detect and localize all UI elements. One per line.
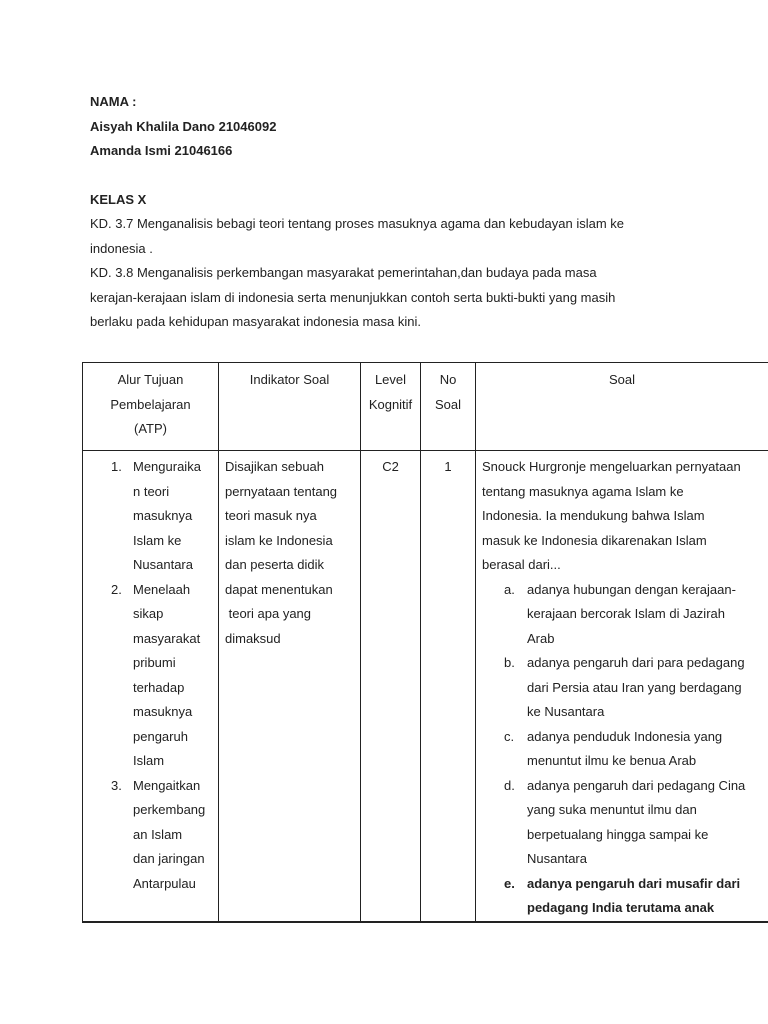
kd-line: kerajan-kerajaan islam di indonesia serta menunjukkan contoh serta bukti-bukti yang masih [90,289,616,305]
header-atp-line: (ATP) [134,421,167,436]
atp-line: perkembang [133,802,206,817]
stem-line: tentang masuknya agama Islam ke [482,483,684,499]
kd-line: indonesia . [90,240,153,256]
header-no [421,363,476,451]
list-number: 2. [111,581,122,597]
atp-line: Menelaah [133,581,191,597]
atp-line: n teori [133,483,170,499]
header-no-line: No [439,372,457,387]
option-letter: a. [504,581,515,597]
kelas-label: KELAS X [90,191,147,207]
indikator-line: islam ke Indonesia [225,532,333,548]
header-level [361,363,421,451]
option-line: menuntut ilmu ke benua Arab [527,753,697,768]
stem-line: Indonesia. Ia mendukung bahwa Islam [482,508,705,523]
level-cell [361,451,421,923]
kd-line: KD. 3.8 Menganalisis perkembangan masyarakat pemerintahan,dan budaya pada masa [90,265,597,280]
atp-line: masyarakat [133,630,201,646]
indikator-line: dan peserta didik [225,557,325,572]
indikator-line: dimaksud [225,630,281,646]
header-soal-label: Soal [608,372,636,387]
indikator-line: pernyataan tentang [225,483,338,499]
option-line: yang suka menuntut ilmu dan [527,802,697,817]
kd-line: berlaku pada kehidupan masyarakat indonesia masa kini. [90,314,421,329]
header-soal [476,363,768,451]
list-number: 1. [111,459,122,474]
answer-option-c [482,725,762,774]
indikator-text [225,455,354,651]
answer-option-e-correct [482,872,762,921]
header-indikator [219,363,361,451]
header-spacer [90,164,730,188]
option-letter: e. [504,875,515,891]
table-header-row [83,363,768,451]
atp-line: masuknya [133,704,193,719]
header-atp-line: Alur Tujuan [117,372,184,387]
atp-line: Islam ke [133,532,182,548]
student-name-1: Aisyah Khalila Dano 21046092 [90,118,277,134]
question-table [82,362,768,923]
option-line: adanya pengaruh dari para pedagang [527,655,745,670]
stem-line: masuk ke Indonesia dikarenakan Islam [482,532,707,548]
option-letter: d. [504,777,515,793]
answer-option-a [482,578,762,652]
atp-line: Menguraika [133,459,201,474]
indikator-line: Disajikan sebuah [225,459,325,474]
atp-line: Antarpulau [133,875,196,891]
atp-cell [83,451,219,923]
indikator-cell [219,451,361,923]
indikator-line: dapat menentukan [225,581,333,597]
question-number: 1 [444,459,452,474]
atp-line: pengaruh [133,728,188,744]
student-name-2: Amanda Ismi 21046166 [90,143,233,158]
indikator-line: teori apa yang [225,606,312,621]
option-letter: b. [504,655,515,670]
atp-line: Nusantara [133,557,193,572]
soal-cell [476,451,768,923]
student-header [90,90,730,335]
answer-options [482,578,762,921]
option-line: adanya pengaruh dari musafir dari [527,875,741,891]
table-row [83,451,768,923]
header-atp [83,363,219,451]
option-line: berpetualang hingga sampai ke [527,826,709,842]
stem-line: berasal dari... [482,557,561,572]
atp-line: Islam [133,753,165,768]
atp-line: pribumi [133,655,176,670]
no-cell [421,451,476,923]
atp-line: masuknya [133,508,193,523]
atp-line: sikap [133,606,164,621]
list-number: 3. [111,777,122,793]
answer-option-d [482,774,762,872]
option-line: adanya pengaruh dari pedagang Cina [527,777,746,793]
list-item [89,578,212,774]
atp-line: Mengaitkan [133,777,201,793]
level-value: C2 [382,459,399,474]
header-atp-line: Pembelajaran [110,396,191,412]
option-line: ke Nusantara [527,704,605,719]
option-line: Nusantara [527,851,587,866]
option-line: adanya hubungan dengan kerajaan- [527,581,736,597]
option-line: Arab [527,630,555,646]
atp-line: dan jaringan [133,851,205,866]
nama-label: NAMA : [90,94,137,109]
kd-line: KD. 3.7 Menganalisis bebagi teori tentang proses masuknya agama dan kebudayan islam ke [90,216,625,231]
answer-option-b [482,651,762,725]
question-stem [482,455,762,578]
atp-list [89,455,212,896]
list-item [89,455,212,578]
stem-line: Snouck Hurgronje mengeluarkan pernyataan [482,459,741,474]
header-level-line: Kognitif [368,396,413,412]
atp-line: terhadap [133,679,185,695]
header-level-line: Level [374,372,407,387]
option-letter: c. [504,728,515,744]
header-no-line: Soal [434,396,462,412]
header-indikator-label: Indikator Soal [249,372,330,387]
option-line: dari Persia atau Iran yang berdagang [527,679,742,695]
indikator-line: teori masuk nya [225,508,317,523]
list-item [89,774,212,897]
atp-line: an Islam [133,826,183,842]
option-line: pedagang India terutama anak [527,900,715,915]
option-line: kerajaan bercorak Islam di Jazirah [527,606,725,621]
option-line: adanya penduduk Indonesia yang [527,728,723,744]
